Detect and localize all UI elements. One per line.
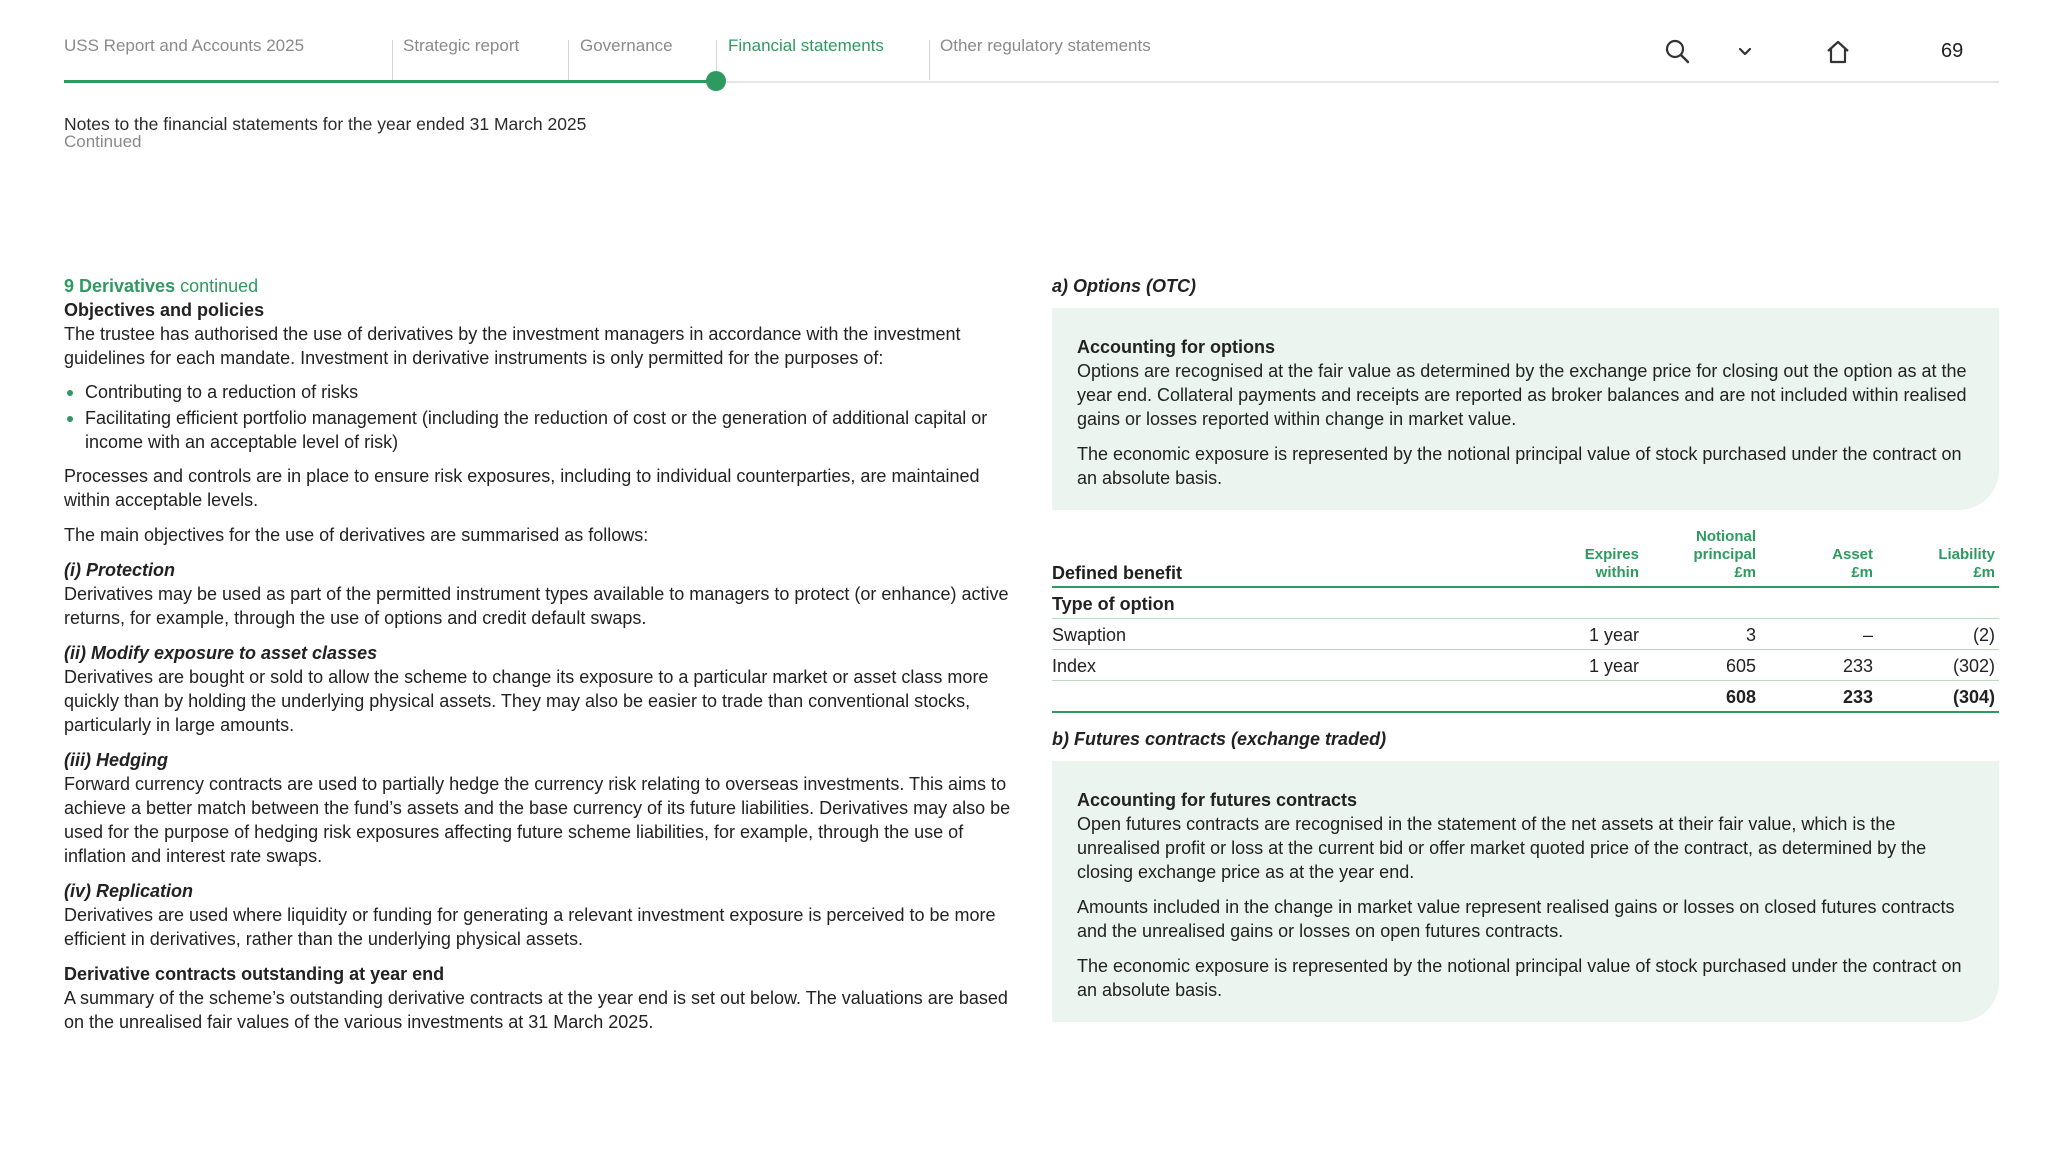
table-cell [1529, 681, 1649, 713]
search-icon[interactable] [1664, 38, 1692, 66]
nav-progress-bar [64, 80, 716, 83]
table-cell: (2) [1883, 619, 1999, 650]
nav-report-title[interactable]: USS Report and Accounts 2025 [64, 36, 305, 55]
hedging-text: Forward currency contracts are used to partially hedge the currency risk relating to overseas investments. This aims to achieve a better match between the fund’s assets and the base currency of its future liabilities. Derivatives may also be used for the purpose of hedging risk exposures affecting future scheme liabilities, for example, through the use of inflation and interest rate swaps. [64, 774, 1011, 866]
futures-box-text: Open futures contracts are recognised in the statement of the net assets at their fair value, which is the unrealised profit or loss at the current bid or offer market quoted price of the contract, as determined by the closing exchange price as at the year end. [1077, 814, 1927, 882]
tab-financial-statements[interactable]: Financial statements [728, 36, 884, 55]
table-cell [1052, 681, 1529, 713]
futures-accounting-box [1052, 761, 1999, 1022]
page-subtitle: Continued [64, 132, 142, 151]
options-heading: a) Options (OTC) [1052, 276, 1196, 296]
protection-text: Derivatives may be used as part of the permitted instrument types available to managers to protect (or enhance) active returns, for example, through the use of options and credit default swaps. [64, 584, 1009, 628]
modify-exposure-text: Derivatives are bought or sold to allow the scheme to change its exposure to a particular market or asset class more quickly than by holding the underlying physical assets. They may also be easier to trade than conventional stocks, particularly in large amounts. [64, 667, 989, 735]
nav-divider [568, 40, 569, 80]
tab-other-regulatory-statements[interactable]: Other regulatory statements [940, 36, 1151, 55]
list-item: Contributing to a reduction of risks [64, 380, 1014, 404]
nav-divider [929, 40, 930, 80]
section-continued: continued [180, 276, 259, 296]
futures-box-text: The economic exposure is represented by the notional principal value of stock purchased under the contract on an absolute basis. [1077, 956, 1962, 1000]
table-cell: 233 [1766, 650, 1883, 681]
processes-text: Processes and controls are in place to ensure risk exposures, including to individual counterparties, are maintained within acceptable levels. [64, 466, 980, 510]
outstanding-title: Derivative contracts outstanding at year end [64, 964, 445, 984]
table-cell: (304) [1883, 681, 1999, 713]
options-box-text: The economic exposure is represented by the notional principal value of stock purchased under the contract on an absolute basis. [1077, 444, 1962, 488]
table-header: Defined benefit [1052, 528, 1529, 587]
purpose-list [64, 380, 1014, 454]
options-box-title: Accounting for options [1077, 337, 1275, 357]
section-heading [64, 274, 1014, 298]
home-icon[interactable] [1824, 38, 1852, 66]
main-objectives-text: The main objectives for the use of derivatives are summarised as follows: [64, 525, 649, 545]
page-title: Notes to the financial statements for the year ended 31 March 2025 [64, 114, 587, 134]
table-cell: 1 year [1529, 650, 1649, 681]
table-cell: 608 [1649, 681, 1766, 713]
outstanding-text: A summary of the scheme’s outstanding derivative contracts at the year end is set out below. The valuations are based on the unrealised fair values of the various investments at 31 March 2025. [64, 988, 1008, 1032]
table-header: Expires within [1529, 528, 1649, 587]
right-column [1052, 274, 1999, 1022]
table-cell: 3 [1649, 619, 1766, 650]
tab-strategic-report[interactable]: Strategic report [403, 36, 520, 55]
futures-heading: b) Futures contracts (exchange traded) [1052, 729, 1387, 749]
left-column [64, 274, 1014, 1034]
table-cell: Swaption [1052, 619, 1529, 650]
table-cell: (302) [1883, 650, 1999, 681]
nav-divider [392, 40, 393, 80]
options-table [1052, 528, 1999, 713]
table-row [1052, 587, 1999, 619]
hedging-title: (iii) Hedging [64, 750, 168, 770]
futures-box-text: Amounts included in the change in market value represent realised gains or losses on closed futures contracts and the unrealised gains or losses on open futures contracts. [1077, 897, 1955, 941]
protection-title: (i) Protection [64, 560, 175, 580]
section-number: 9 Derivatives [64, 276, 176, 296]
table-header: Notional principal £m [1649, 528, 1766, 587]
table-cell: 605 [1649, 650, 1766, 681]
top-navigation [64, 30, 1999, 82]
page-number: 69 [1941, 40, 1964, 62]
modify-exposure-title: (ii) Modify exposure to asset classes [64, 643, 378, 663]
replication-text: Derivatives are used where liquidity or funding for generating a relevant investment exposure is perceived to be more efficient in derivatives, rather than the underlying physical assets. [64, 905, 996, 949]
table-header: Liability £m [1883, 528, 1999, 587]
table-row [1052, 650, 1999, 681]
replication-title: (iv) Replication [64, 881, 194, 901]
table-cell: – [1766, 619, 1883, 650]
table-cell: Index [1052, 650, 1529, 681]
objectives-intro: The trustee has authorised the use of derivatives by the investment managers in accordance with the investment guidelines for each mandate. Investment in derivative instruments is only permitted for the purposes of: [64, 324, 961, 368]
futures-box-title: Accounting for futures contracts [1077, 790, 1358, 810]
table-cell: Type of option [1052, 587, 1529, 619]
table-header-row [1052, 528, 1999, 587]
nav-progress-marker [706, 71, 726, 91]
list-item: Facilitating efficient portfolio management (including the reduction of cost or the generation of additional capital or income with an acceptable level of risk) [64, 406, 1014, 454]
objectives-title: Objectives and policies [64, 300, 265, 320]
table-cell: 233 [1766, 681, 1883, 713]
options-box-text: Options are recognised at the fair value as determined by the exchange price for closing out the option as at the year end. Collateral payments and receipts are reported as broker balances and are not included within realised gains or losses reported within change in market value. [1077, 361, 1967, 429]
table-row [1052, 619, 1999, 650]
tab-governance[interactable]: Governance [580, 36, 673, 55]
table-total-row [1052, 681, 1999, 713]
table-header: Asset £m [1766, 528, 1883, 587]
chevron-down-icon[interactable] [1731, 38, 1759, 66]
options-accounting-box [1052, 308, 1999, 510]
table-cell: 1 year [1529, 619, 1649, 650]
